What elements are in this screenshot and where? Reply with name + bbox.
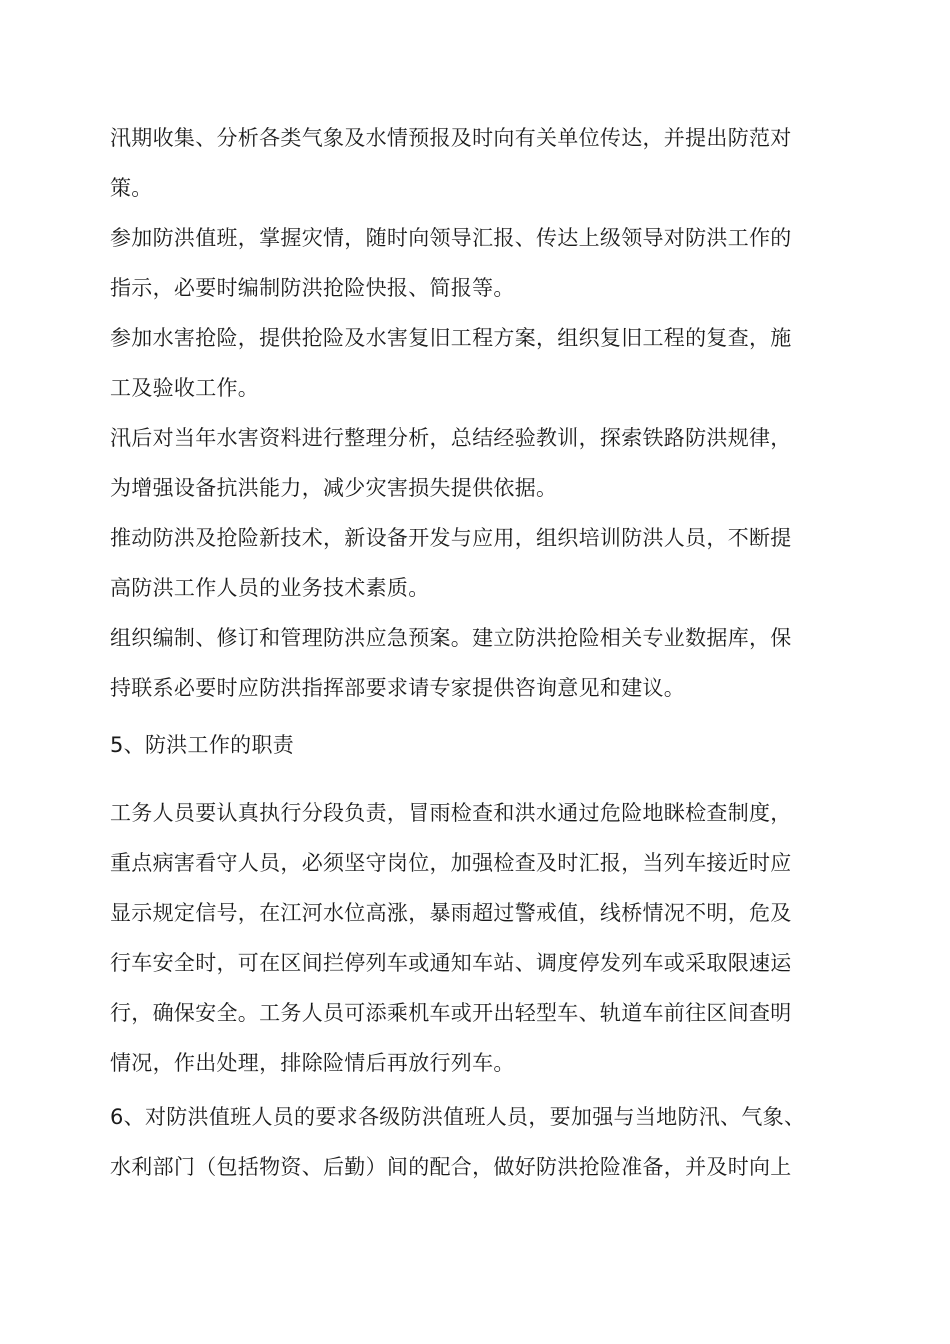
- text-line: 显示规定信号，在江河水位高涨，暴雨超过警戒值，线桥情况不明，危及: [110, 901, 792, 925]
- text-line: 为增强设备抗洪能力，减少灾害损失提供依据。: [110, 476, 558, 500]
- paragraph-section-6-requirements: [110, 1092, 850, 1192]
- paragraph-rescue: [110, 313, 850, 413]
- text-line: 水利部门（包括物资、后勤）间的配合，做好防洪抢险准备，并及时向上: [110, 1155, 792, 1179]
- section-5-heading: 5、防洪工作的职责: [110, 733, 295, 757]
- text-line: 重点病害看守人员，必须坚守岗位，加强检查及时汇报，当列车接近时应: [110, 851, 792, 875]
- paragraph-emergency-plan: [110, 613, 850, 713]
- text-line: 工务人员要认真执行分段负责，冒雨检查和洪水通过危险地眯检查制度，: [110, 801, 792, 825]
- text-line: 汛后对当年水害资料进行整理分析，总结经验教训，探索铁路防洪规律，: [110, 426, 792, 450]
- paragraph-post-flood-analysis: [110, 413, 850, 513]
- text-line: 高防洪工作人员的业务技术素质。: [110, 576, 430, 600]
- text-line: 工及验收工作。: [110, 376, 260, 400]
- text-line: 行车安全时，可在区间拦停列车或通知车站、调度停发列车或采取限速运: [110, 951, 792, 975]
- text-line: 策。: [110, 176, 153, 200]
- text-line: 行，确保安全。工务人员可添乘机车或开出轻型车、轨道车前往区间查明: [110, 1001, 792, 1025]
- text-line: 参加水害抢险，提供抢险及水害复旧工程方案，组织复旧工程的复查，施: [110, 326, 792, 350]
- text-line: 组织编制、修订和管理防洪应急预案。建立防洪抢险相关专业数据库，保: [110, 626, 792, 650]
- text-line: 汛期收集、分析各类气象及水情预报及时向有关单位传达，并提出防范对: [110, 126, 792, 150]
- paragraph-duty-shift: [110, 213, 850, 313]
- text-line: 持联系必要时应防洪指挥部要求请专家提供咨询意见和建议。: [110, 676, 686, 700]
- text-line: 参加防洪值班，掌握灾情，随时向领导汇报、传达上级领导对防洪工作的: [110, 226, 792, 250]
- text-line: 推动防洪及抢险新技术，新设备开发与应用，组织培训防洪人员，不断提: [110, 526, 792, 550]
- paragraph-new-technology: [110, 513, 850, 613]
- text-line: 6、对防洪值班人员的要求各级防洪值班人员，要加强与当地防汛、气象、: [110, 1105, 806, 1129]
- paragraph-weather-forecast: [110, 113, 850, 213]
- text-line: 情况，作出处理，排除险情后再放行列车。: [110, 1051, 515, 1075]
- paragraph-section-5-duties: [110, 788, 850, 1088]
- text-line: 指示，必要时编制防洪抢险快报、简报等。: [110, 276, 515, 300]
